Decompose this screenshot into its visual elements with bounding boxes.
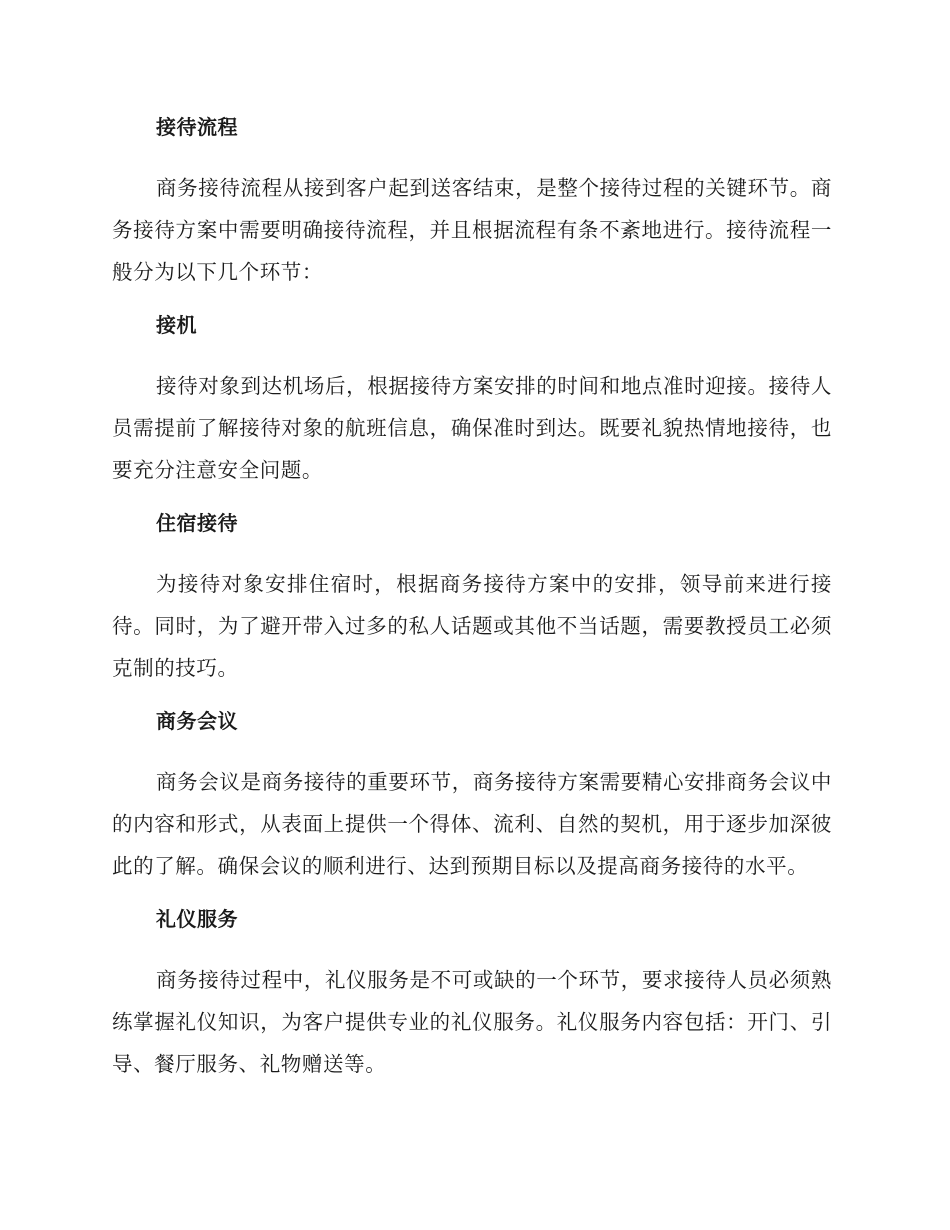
section-heading-business-meeting: 商务会议	[156, 709, 238, 733]
section-heading-etiquette-service: 礼仪服务	[156, 907, 238, 931]
section-heading-accommodation: 住宿接待	[156, 511, 238, 535]
section-heading-reception-process: 接待流程	[156, 115, 238, 139]
section-paragraph-etiquette-service: 商务接待过程中，礼仪服务是不可或缺的一个环节，要求接待人员必须熟练掌握礼仪知识，为客户提供专业的礼仪服务。礼仪服务内容包括：开门、引导、餐厅服务、礼物赠送等。	[112, 968, 832, 1076]
document-page	[112, 107, 832, 1097]
section-paragraph-business-meeting: 商务会议是商务接待的重要环节，商务接待方案需要精心安排商务会议中的内容和形式，从表面上提供一个得体、流利、自然的契机，用于逐步加深彼此的了解。确保会议的顺利进行、达到预期目标以及提高商务接待的水平。	[112, 770, 832, 878]
section-heading-airport-pickup: 接机	[156, 313, 197, 337]
section-paragraph-airport-pickup: 接待对象到达机场后，根据接待方案安排的时间和地点准时迎接。接待人员需提前了解接待对象的航班信息，确保准时到达。既要礼貌热情地接待，也要充分注意安全问题。	[112, 374, 832, 482]
section-paragraph-accommodation: 为接待对象安排住宿时，根据商务接待方案中的安排，领导前来进行接待。同时，为了避开带入过多的私人话题或其他不当话题，需要教授员工必须克制的技巧。	[112, 572, 832, 680]
section-paragraph-reception-process: 商务接待流程从接到客户起到送客结束，是整个接待过程的关键环节。商务接待方案中需要明确接待流程，并且根据流程有条不紊地进行。接待流程一般分为以下几个环节：	[112, 176, 832, 284]
